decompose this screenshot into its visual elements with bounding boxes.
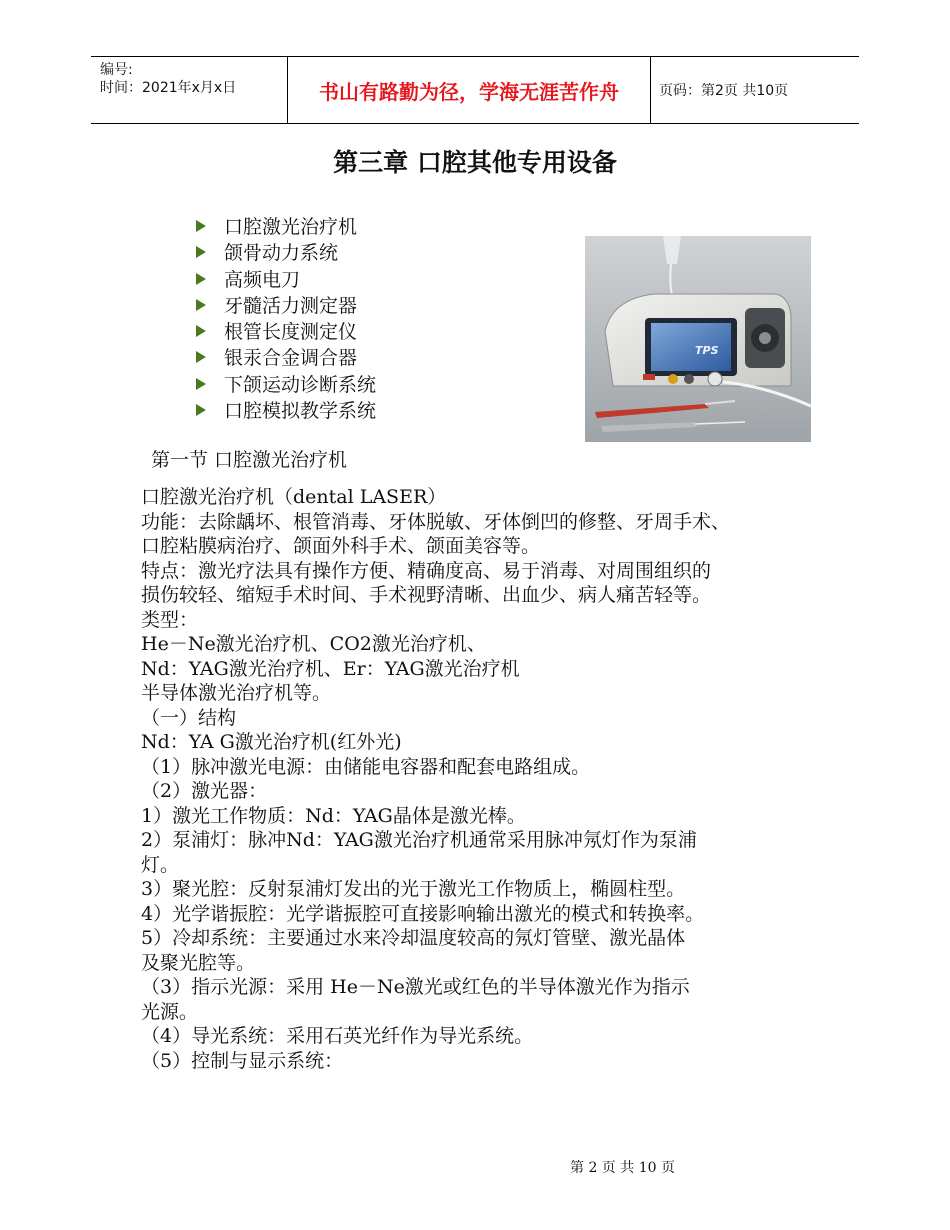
- device-screen-label: TPS: [695, 344, 719, 357]
- list-item-label: 根管长度测定仪: [224, 321, 358, 344]
- section-heading: 第一节 口腔激光治疗机: [151, 449, 348, 471]
- text-line: 5）冷却系统：主要通过水来冷却温度较高的氖灯管壁、激光晶体: [141, 927, 686, 949]
- text-line: 类型：: [141, 608, 199, 631]
- list-item: [196, 293, 376, 319]
- arrow-bullet-icon: [196, 246, 206, 258]
- list-item: [196, 319, 376, 345]
- arrow-bullet-icon: [196, 404, 206, 416]
- list-item-label: 银汞合金调合器: [224, 347, 358, 370]
- text-line: （5）控制与显示系统：: [141, 1049, 344, 1072]
- text-line: 1）激光工作物质：Nd：YAG晶体是激光棒。: [141, 804, 526, 827]
- text-line: 半导体激光治疗机等。: [141, 682, 332, 704]
- arrow-bullet-icon: [196, 220, 206, 232]
- chapter-title: 第三章 口腔其他专用设备: [333, 148, 617, 177]
- text-line: （4）导光系统：采用石英光纤作为导光系统。: [141, 1025, 534, 1047]
- page-footer: 第 2 页 共 10 页: [570, 1160, 675, 1176]
- list-item: [196, 398, 376, 424]
- list-item: [196, 372, 376, 398]
- body-text: [141, 485, 821, 1073]
- text-line: 功能：去除龋坏、根管消毒、牙体脱敏、牙体倒凹的修整、牙周手术、: [141, 510, 731, 533]
- time-label: 时间：2021年x月x日: [100, 80, 237, 96]
- text-line: （2）激光器：: [141, 780, 268, 802]
- text-line: 特点：激光疗法具有操作方便、精确度高、易于消毒、对周围组织的: [141, 559, 712, 582]
- text-line: （一）结构: [141, 706, 237, 729]
- text-line: 损伤较轻、缩短手术时间、手术视野清晰、出血少、病人痛苦轻等。: [141, 584, 712, 606]
- text-line: He－Ne激光治疗机、CO2激光治疗机、: [141, 633, 486, 655]
- text-line: 3）聚光腔：反射泵浦灯发出的光于激光工作物质上，椭圆柱型。: [141, 878, 686, 900]
- text-line: Nd：YA G激光治疗机(红外光): [141, 731, 402, 753]
- list-item-label: 口腔模拟教学系统: [224, 400, 377, 423]
- text-line: 及聚光腔等。: [141, 951, 256, 974]
- text-line: （3）指示光源：采用 He－Ne激光或红色的半导体激光作为指示: [141, 976, 690, 998]
- list-item-label: 颌骨动力系统: [224, 242, 339, 265]
- topic-list: [196, 214, 376, 424]
- page-header: [91, 56, 859, 124]
- list-item-label: 牙髓活力测定器: [224, 294, 358, 317]
- list-item: [196, 214, 376, 240]
- text-line: 4）光学谐振腔：光学谐振腔可直接影响输出激光的模式和转换率。: [141, 902, 705, 925]
- text-line: （1）脉冲激光电源：由储能电容器和配套电路组成。: [141, 755, 591, 778]
- code-label: 编号:: [100, 62, 133, 78]
- text-line: Nd：YAG激光治疗机、Er：YAG激光治疗机: [141, 657, 520, 680]
- text-line: 光源。: [141, 1000, 199, 1023]
- header-meta: [100, 61, 236, 97]
- laser-device-photo: [585, 236, 811, 442]
- list-item: [196, 240, 376, 266]
- list-item-label: 高频电刀: [224, 268, 301, 291]
- list-item: [196, 267, 376, 293]
- text-line: 2）泵浦灯：脉冲Nd：YAG激光治疗机通常采用脉冲氖灯作为泵浦: [141, 829, 697, 851]
- arrow-bullet-icon: [196, 325, 206, 337]
- text-line: 口腔激光治疗机（dental LASER）: [141, 486, 447, 508]
- header-motto: 书山有路勤为径，学海无涯苦作舟: [319, 79, 619, 104]
- text-line: 口腔粘膜病治疗、颌面外科手术、颌面美容等。: [141, 535, 541, 557]
- header-page-info: 页码：第2页 共10页: [659, 83, 789, 99]
- arrow-bullet-icon: [196, 351, 206, 363]
- arrow-bullet-icon: [196, 273, 206, 285]
- list-item: [196, 345, 376, 371]
- text-line: 灯。: [141, 853, 180, 876]
- list-item-label: 口腔激光治疗机: [224, 216, 358, 238]
- arrow-bullet-icon: [196, 378, 206, 390]
- list-item-label: 下颌运动诊断系统: [224, 373, 377, 396]
- arrow-bullet-icon: [196, 299, 206, 311]
